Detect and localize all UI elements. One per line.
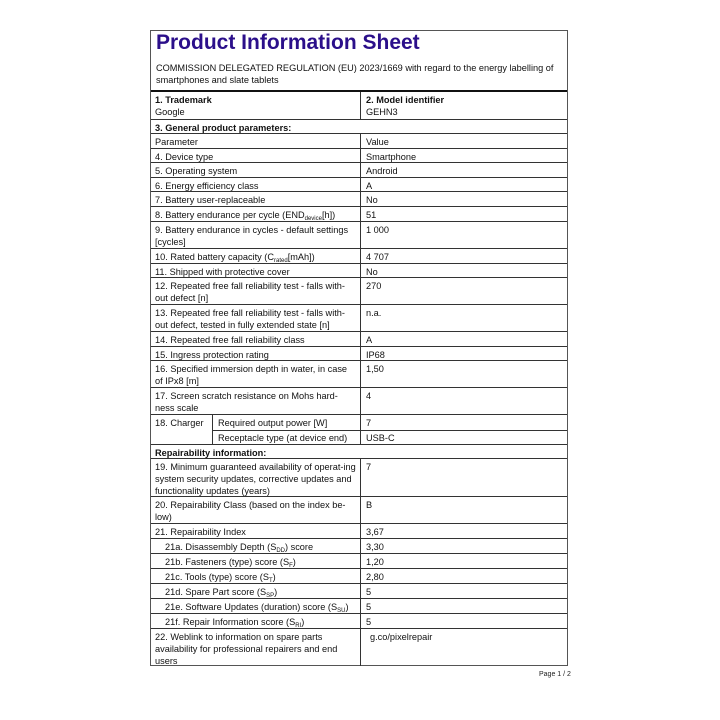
param-header-left: Parameter (155, 137, 198, 147)
general-section-heading: 3. General product parameters: (155, 123, 292, 133)
table-row (151, 523, 567, 538)
score-row (151, 613, 567, 628)
param-value: Android (360, 163, 567, 177)
score-value: 5 (360, 599, 567, 613)
label-text: ) (292, 557, 296, 567)
score-label (151, 584, 360, 598)
score-label (151, 554, 360, 568)
param-value: A (360, 178, 567, 191)
page-title: Product Information Sheet (156, 31, 420, 54)
param-value: 4 707 (360, 249, 567, 263)
param-header-right: Value (360, 134, 567, 148)
score-label (151, 599, 360, 613)
label-text: [h]) (321, 210, 336, 220)
weblink-label: 22. Weblink to information on spare parts availability for professional repairers and end users (155, 632, 338, 666)
table-row (151, 221, 567, 248)
param-label (151, 207, 360, 221)
product-information-sheet (150, 30, 568, 666)
table-row (151, 304, 567, 331)
param-label: 16. Specified immersion depth in water, in case of IPx8 [m] (155, 364, 348, 386)
param-value: 4 (360, 388, 567, 414)
param-label: 11. Shipped with protective cover (155, 267, 290, 277)
label-subscript: SP (266, 593, 275, 599)
param-label: 13. Repeated free fall reliability test - falls with-out defect, tested in fully extended state [n] (155, 308, 345, 330)
param-label: 19. Minimum guaranteed availability of operat-ing system security updates, corrective updates and functionality updates (years) (155, 462, 356, 496)
param-label: 14. Repeated free fall reliability class (155, 335, 305, 345)
score-value: 3,30 (360, 539, 567, 553)
param-label: 21. Repairability Index (155, 527, 246, 537)
model-value: GEHN3 (366, 107, 398, 117)
label-text: ) (345, 602, 349, 612)
label-subscript: F (289, 563, 293, 569)
param-label: 15. Ingress protection rating (155, 350, 269, 360)
label-text: 10. Rated battery capacity (C (155, 252, 274, 262)
score-row (151, 583, 567, 598)
param-label: 9. Battery endurance in cycles - default settings [cycles] (155, 225, 349, 247)
label-subscript: DD (276, 548, 285, 554)
table-row (151, 263, 567, 277)
param-value: No (360, 192, 567, 206)
model-cell (360, 92, 567, 119)
score-value: 2,80 (360, 569, 567, 583)
label-text: 21d. Spare Part score (S (165, 587, 267, 597)
table-row (151, 387, 567, 414)
score-label (151, 614, 360, 628)
param-header-row (151, 133, 567, 148)
label-text: 21b. Fasteners (type) score (S (165, 557, 290, 567)
label-text: 8. Battery endurance per cycle (END (155, 210, 305, 220)
label-text: 21a. Disassembly Depth (S (165, 542, 277, 552)
table-row (151, 360, 567, 387)
table-row (151, 346, 567, 360)
param-value: 3,67 (360, 524, 567, 538)
score-label (151, 569, 360, 583)
label-text: 21c. Tools (type) score (S (165, 572, 269, 582)
charger-power-label: Required output power [W] (218, 418, 328, 428)
label-text: 21e. Software Updates (duration) score (S (165, 602, 338, 612)
score-row (151, 538, 567, 553)
label-text: ) (301, 617, 305, 627)
weblink-value[interactable]: g.co/pixelrepair (360, 629, 567, 666)
table-row (151, 277, 567, 304)
trademark-value: Google (155, 107, 185, 117)
param-label: 7. Battery user-replaceable (155, 195, 266, 205)
weblink-row (151, 628, 567, 666)
param-value: Smartphone (360, 149, 567, 162)
trademark-cell (151, 92, 360, 119)
score-label (151, 539, 360, 553)
param-value: No (360, 264, 567, 277)
score-value: 1,20 (360, 554, 567, 568)
table-row (151, 331, 567, 346)
label-subscript: RI (295, 623, 302, 629)
label-subscript: T (269, 578, 273, 584)
trademark-label: 1. Trademark (155, 95, 212, 105)
param-label: 5. Operating system (155, 166, 238, 176)
table-row (151, 458, 567, 496)
param-value: A (360, 332, 567, 346)
table-row (151, 248, 567, 263)
trademark-model-row (151, 90, 567, 119)
param-value: 270 (360, 278, 567, 304)
repair-section-heading: Repairability information: (155, 448, 267, 458)
param-value: 1,50 (360, 361, 567, 387)
param-label: 12. Repeated free fall reliability test - falls with-out defect [n] (155, 281, 345, 303)
label-text: ) (274, 587, 278, 597)
param-label (151, 249, 360, 263)
general-section-row (151, 119, 567, 133)
table-row (151, 191, 567, 206)
regulation-subtitle: COMMISSION DELEGATED REGULATION (EU) 2023/1669 with regard to the energy labelling of smartphones and slate tablets (156, 63, 554, 85)
model-label: 2. Model identifier (366, 95, 445, 105)
label-subscript: rated (274, 258, 288, 264)
param-value: IP68 (360, 347, 567, 360)
param-value: B (360, 497, 567, 523)
param-value: 51 (360, 207, 567, 221)
label-subscript: SU (337, 608, 346, 614)
charger-row (151, 414, 567, 444)
param-label: 4. Device type (155, 152, 214, 162)
label-text: 21f. Repair Information score (S (165, 617, 296, 627)
table-row (151, 162, 567, 177)
charger-label: 18. Charger (151, 415, 213, 444)
score-row (151, 553, 567, 568)
table-row (151, 177, 567, 191)
table-row (151, 496, 567, 523)
charger-receptacle-label: Receptacle type (at device end) (218, 433, 348, 443)
table-row (151, 206, 567, 221)
charger-receptacle-value: USB-C (360, 430, 567, 445)
score-value: 5 (360, 614, 567, 628)
param-label: 20. Repairability Class (based on the index be-low) (155, 500, 346, 522)
label-text: ) score (285, 542, 314, 552)
param-label: 17. Screen scratch resistance on Mohs hard-ness scale (155, 391, 338, 413)
param-value: 7 (360, 459, 567, 496)
page-number: Page 1 / 2 (539, 671, 571, 678)
param-value: n.a. (360, 305, 567, 331)
label-text: ) (272, 572, 276, 582)
score-row (151, 568, 567, 583)
param-label: 6. Energy efficiency class (155, 181, 259, 191)
score-value: 5 (360, 584, 567, 598)
label-subscript: device (304, 216, 322, 222)
param-value: 1 000 (360, 222, 567, 248)
score-row (151, 598, 567, 613)
charger-power-value: 7 (360, 415, 567, 430)
label-text: [mAh]) (287, 252, 315, 262)
table-row (151, 148, 567, 162)
repair-section-row (151, 444, 567, 458)
